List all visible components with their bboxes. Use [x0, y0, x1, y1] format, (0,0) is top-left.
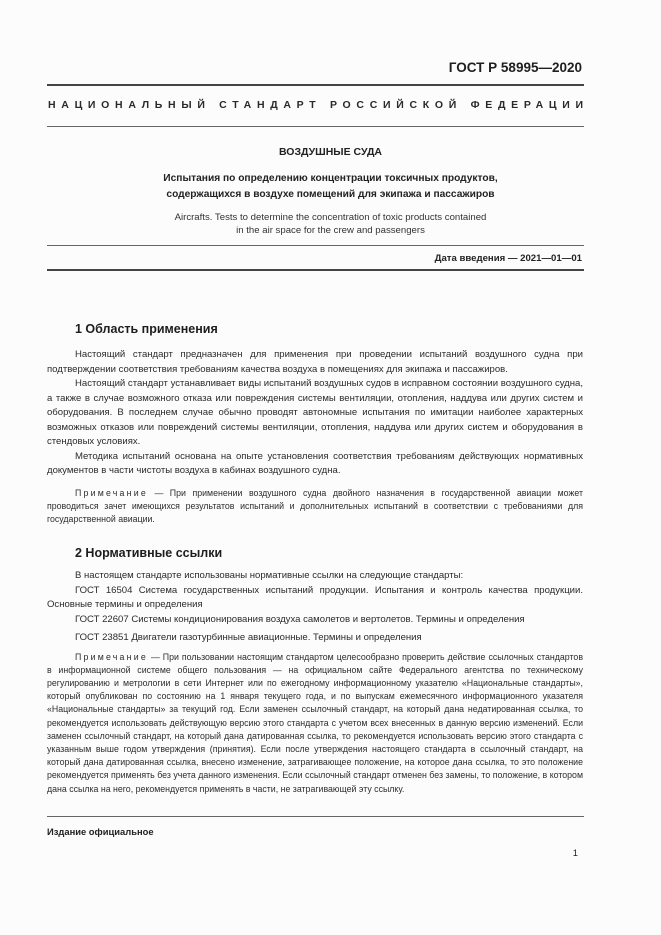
en-title — [0, 211, 661, 237]
scope-paragraph-2: Настоящий стандарт устанавливает виды испытаний воздушных судов в исправном состоянии воздушного судна, а также в случае возможного отказа или повреждения системы вентиляции, отопления, наддува или других систем и оборудования. В последнем случае обычно проводят автономные испытания по имитации наиболее характерных возможных отказов или повреждений системы вентиляции, отопления, наддува или других систем и оборудования в стендовых условиях. — [47, 378, 583, 447]
reference-gost-23851: ГОСТ 23851 Двигатели газотурбинные авиационные. Термины и определения — [75, 632, 422, 643]
references-note-text: — При пользовании настоящим стандартом целесообразно проверить действие ссылочных стандартов в информационной системе общего пользования — на официальном сайте Федерального агентства по техническому регулированию и метрологии в сети Интернет или по ежегодному информационному указателю «Национальные стандарты», который опубликован по состоянию на 1 января текущего года, и по выпускам ежемесячного информационного указателя «Национальные стандарты» за текущий год. Если заменен ссылочный стандарт, на который дана недатированная ссылка, то рекомендуется использовать действующую версию этого стандарта с учетом всех внесенных в данную версию изменений. Если заменен ссылочный стандарт, на который дана датированная ссылка, то рекомендуется использовать версию этого стандарта с указанным выше годом утверждения (принятия). Если после утверждения настоящего стандарта в ссылочный стандарт, на который дана датированная ссылка, внесено изменение, затрагивающее положение, на которое дана ссылка, то это положение рекомендуется применять без учета данного изменения. Если ссылочный стандарт отменен без замены, то положение, в котором дана ссылка на него, рекомендуется применять в части, не затрагивающей эту ссылку. — [47, 651, 583, 794]
ru-title — [0, 171, 661, 202]
references-intro: В настоящем стандарте использованы нормативные ссылки на следующие стандарты: — [75, 570, 464, 581]
reference-gost-22607: ГОСТ 22607 Системы кондиционирования воздуха самолетов и вертолетов. Термины и определения — [75, 613, 525, 625]
references-note — [47, 651, 583, 796]
en-title-line1: Aircrafts. Tests to determine the concentration of toxic products contained — [174, 212, 487, 223]
section-heading-scope: 1 Область применения — [75, 322, 218, 336]
doc-title: ВОЗДУШНЫЕ СУДА — [278, 146, 383, 158]
scope-paragraph-3: Методика испытаний основана на опыте установления соответствия требованиям действующих нормативных документов в части чистоты воздуха в кабинах воздушного судна. — [47, 450, 583, 476]
en-title-line2: in the air space for the crew and passengers — [236, 225, 425, 236]
footer-rule — [47, 816, 584, 817]
edition-label: Издание официальное — [47, 826, 154, 837]
ru-title-line2: содержащихся в воздухе помещений для экипажа и пассажиров — [166, 188, 495, 200]
page-number: 1 — [572, 847, 578, 858]
scope-note-label: Примечание — [75, 487, 148, 498]
ru-title-line1: Испытания по определению концентрации токсичных продуктов, — [163, 173, 498, 184]
gost-code: ГОСТ Р 58995—2020 — [448, 60, 582, 75]
section-scope-body — [47, 348, 583, 526]
reference-gost-16504: ГОСТ 16504 Система государственных испытаний продукции. Испытания и контроль качества продукции. Основные термины и определения — [47, 584, 583, 610]
intro-date: Дата введения — 2021—01—01 — [434, 253, 582, 264]
section-heading-references: 2 Нормативные ссылки — [75, 546, 223, 560]
scope-paragraph-1: Настоящий стандарт предназначен для применения при проведении испытаний воздушного судна при подтверждении соответствия требованиям качества воздуха в помещениях для экипажа и пассажиров. — [47, 349, 583, 375]
date-rule — [47, 269, 584, 271]
references-note-label: Примечание — [75, 651, 148, 662]
top-rule-thick — [47, 84, 584, 86]
standard-banner: НАЦИОНАЛЬНЫЙ СТАНДАРТ РОССИЙСКОЙ ФЕДЕРАЦИИ — [48, 99, 589, 111]
scope-note-text: — При применении воздушного судна двойного назначения в государственной авиации может проводиться зачет имеющихся результатов испытаний и дополнительных испытаний в соответствии с требованиями для государственной авиации. — [47, 487, 583, 524]
banner-rule — [47, 126, 584, 127]
scope-note — [47, 487, 583, 527]
section-references-body — [47, 569, 583, 796]
title-rule — [47, 245, 584, 246]
